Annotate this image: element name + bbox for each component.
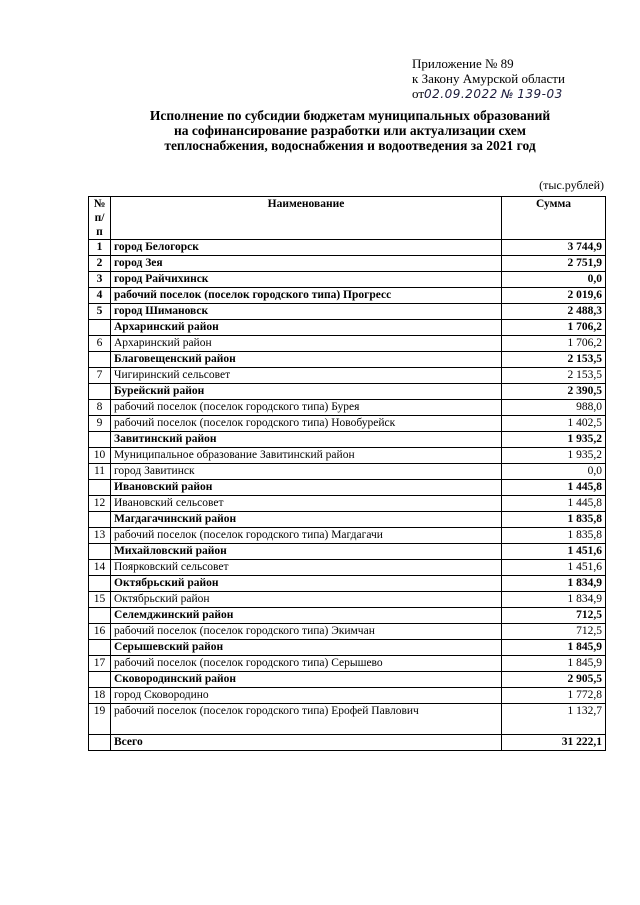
row-sum: 1 834,9 [502,576,606,592]
table-body [89,240,606,751]
row-number [89,544,111,560]
row-name: город Райчихинск [111,272,502,288]
table-row [89,560,606,576]
row-name: Поярковский сельсовет [111,560,502,576]
row-number: 7 [89,368,111,384]
row-sum: 2 751,9 [502,256,606,272]
row-sum: 1 445,8 [502,496,606,512]
title-line-3: теплоснабжения, водоснабжения и водоотведения за 2021 год [164,138,536,153]
row-sum: 1 445,8 [502,480,606,496]
row-number: 11 [89,464,111,480]
row-name: Завитинский район [111,432,502,448]
row-sum: 2 153,5 [502,352,606,368]
row-sum: 988,0 [502,400,606,416]
row-name: Благовещенский район [111,352,502,368]
row-number [89,576,111,592]
row-number: 6 [89,336,111,352]
table-row [89,256,606,272]
row-sum: 2 390,5 [502,384,606,400]
row-sum: 1 935,2 [502,432,606,448]
row-sum: 1 834,9 [502,592,606,608]
row-name: рабочий поселок (поселок городского типа) Ерофей Павлович [111,704,502,735]
row-number: 13 [89,528,111,544]
row-sum: 1 835,8 [502,512,606,528]
row-number: 19 [89,704,111,735]
units-label: (тыс.рублей) [539,178,604,192]
appendix-number: Приложение № 89 [412,56,514,71]
row-name: Всего [111,735,502,751]
row-number: 5 [89,304,111,320]
row-number: 15 [89,592,111,608]
row-sum: 1 772,8 [502,688,606,704]
table-row [89,272,606,288]
row-sum: 1 706,2 [502,336,606,352]
table-row [89,432,606,448]
row-name: Бурейский район [111,384,502,400]
table-row [89,672,606,688]
row-name: Магдагачинский район [111,512,502,528]
row-number [89,432,111,448]
row-sum: 1 132,7 [502,704,606,735]
table-row [89,416,606,432]
row-number: 2 [89,256,111,272]
row-number: 18 [89,688,111,704]
table-row [89,528,606,544]
row-number [89,672,111,688]
row-name: рабочий поселок (поселок городского типа) Прогресс [111,288,502,304]
row-sum: 31 222,1 [502,735,606,751]
row-number [89,320,111,336]
row-name: город Зея [111,256,502,272]
handwritten-number: 139-03 [517,87,563,101]
table-row [89,448,606,464]
table-row [89,624,606,640]
table-row [89,464,606,480]
row-name: рабочий поселок (поселок городского типа) Бурея [111,400,502,416]
row-number: 12 [89,496,111,512]
row-name: Архаринский район [111,336,502,352]
row-sum: 1 935,2 [502,448,606,464]
row-number [89,640,111,656]
table-row [89,592,606,608]
table-row [89,496,606,512]
table-row [89,368,606,384]
header-name: Наименование [111,197,502,240]
row-sum: 0,0 [502,464,606,480]
table-row [89,320,606,336]
row-name: Михайловский район [111,544,502,560]
table-header-row [89,197,606,240]
row-sum: 1 451,6 [502,560,606,576]
handwritten-date: 02.09.2022 [424,87,498,101]
row-sum: 712,5 [502,624,606,640]
document-title [90,108,610,153]
row-number [89,480,111,496]
row-sum: 1 706,2 [502,320,606,336]
row-sum: 2 488,3 [502,304,606,320]
number-prefix: № [500,87,514,101]
table-row [89,735,606,751]
row-number: 16 [89,624,111,640]
table-row [89,704,606,735]
table-row [89,288,606,304]
row-name: Октябрьский район [111,592,502,608]
row-number: 9 [89,416,111,432]
table-row [89,656,606,672]
table-row [89,512,606,528]
row-sum: 1 835,8 [502,528,606,544]
row-number: 14 [89,560,111,576]
row-sum: 1 451,6 [502,544,606,560]
row-number [89,512,111,528]
row-name: рабочий поселок (поселок городского типа) Экимчан [111,624,502,640]
table-row [89,304,606,320]
table-row [89,480,606,496]
row-name: Ивановский сельсовет [111,496,502,512]
row-sum: 0,0 [502,272,606,288]
table-row [89,352,606,368]
appendix-note [412,56,565,102]
row-sum: 2 153,5 [502,368,606,384]
title-line-2: на софинансирование разработки или актуализации схем [174,123,526,138]
row-sum: 712,5 [502,608,606,624]
row-name: рабочий поселок (поселок городского типа) Серышево [111,656,502,672]
row-name: город Сковородино [111,688,502,704]
table-row [89,384,606,400]
row-name: Сковородинский район [111,672,502,688]
table-row [89,544,606,560]
row-number: 3 [89,272,111,288]
row-sum: 3 744,9 [502,240,606,256]
row-name: Октябрьский район [111,576,502,592]
header-sum: Сумма [502,197,606,240]
row-name: рабочий поселок (поселок городского типа) Новобурейск [111,416,502,432]
row-number [89,384,111,400]
appendix-law: к Закону Амурской области [412,71,565,86]
date-prefix: от [412,86,425,101]
row-sum: 1 845,9 [502,640,606,656]
row-number [89,608,111,624]
table-row [89,640,606,656]
row-number [89,735,111,751]
table-row [89,400,606,416]
row-name: Селемджинский район [111,608,502,624]
row-number: 1 [89,240,111,256]
row-name: город Завитинск [111,464,502,480]
row-number: 8 [89,400,111,416]
table-row [89,688,606,704]
row-number: 17 [89,656,111,672]
title-line-1: Исполнение по субсидии бюджетам муниципальных образований [149,108,551,123]
row-name: город Шимановск [111,304,502,320]
table-row [89,336,606,352]
row-name: Чигиринский сельсовет [111,368,502,384]
row-name: Серышевский район [111,640,502,656]
row-number [89,352,111,368]
row-name: Муниципальное образование Завитинский район [111,448,502,464]
header-num: № п/п [89,197,111,240]
row-name: Архаринский район [111,320,502,336]
table-row [89,608,606,624]
row-name: город Белогорск [111,240,502,256]
row-sum: 1 402,5 [502,416,606,432]
row-number: 4 [89,288,111,304]
row-number: 10 [89,448,111,464]
row-sum: 2 019,6 [502,288,606,304]
table-row [89,240,606,256]
row-sum: 2 905,5 [502,672,606,688]
appendix-date-line [412,86,565,102]
row-sum: 1 845,9 [502,656,606,672]
table-row [89,576,606,592]
row-name: рабочий поселок (поселок городского типа) Магдагачи [111,528,502,544]
subsidy-table [88,196,606,751]
row-name: Ивановский район [111,480,502,496]
